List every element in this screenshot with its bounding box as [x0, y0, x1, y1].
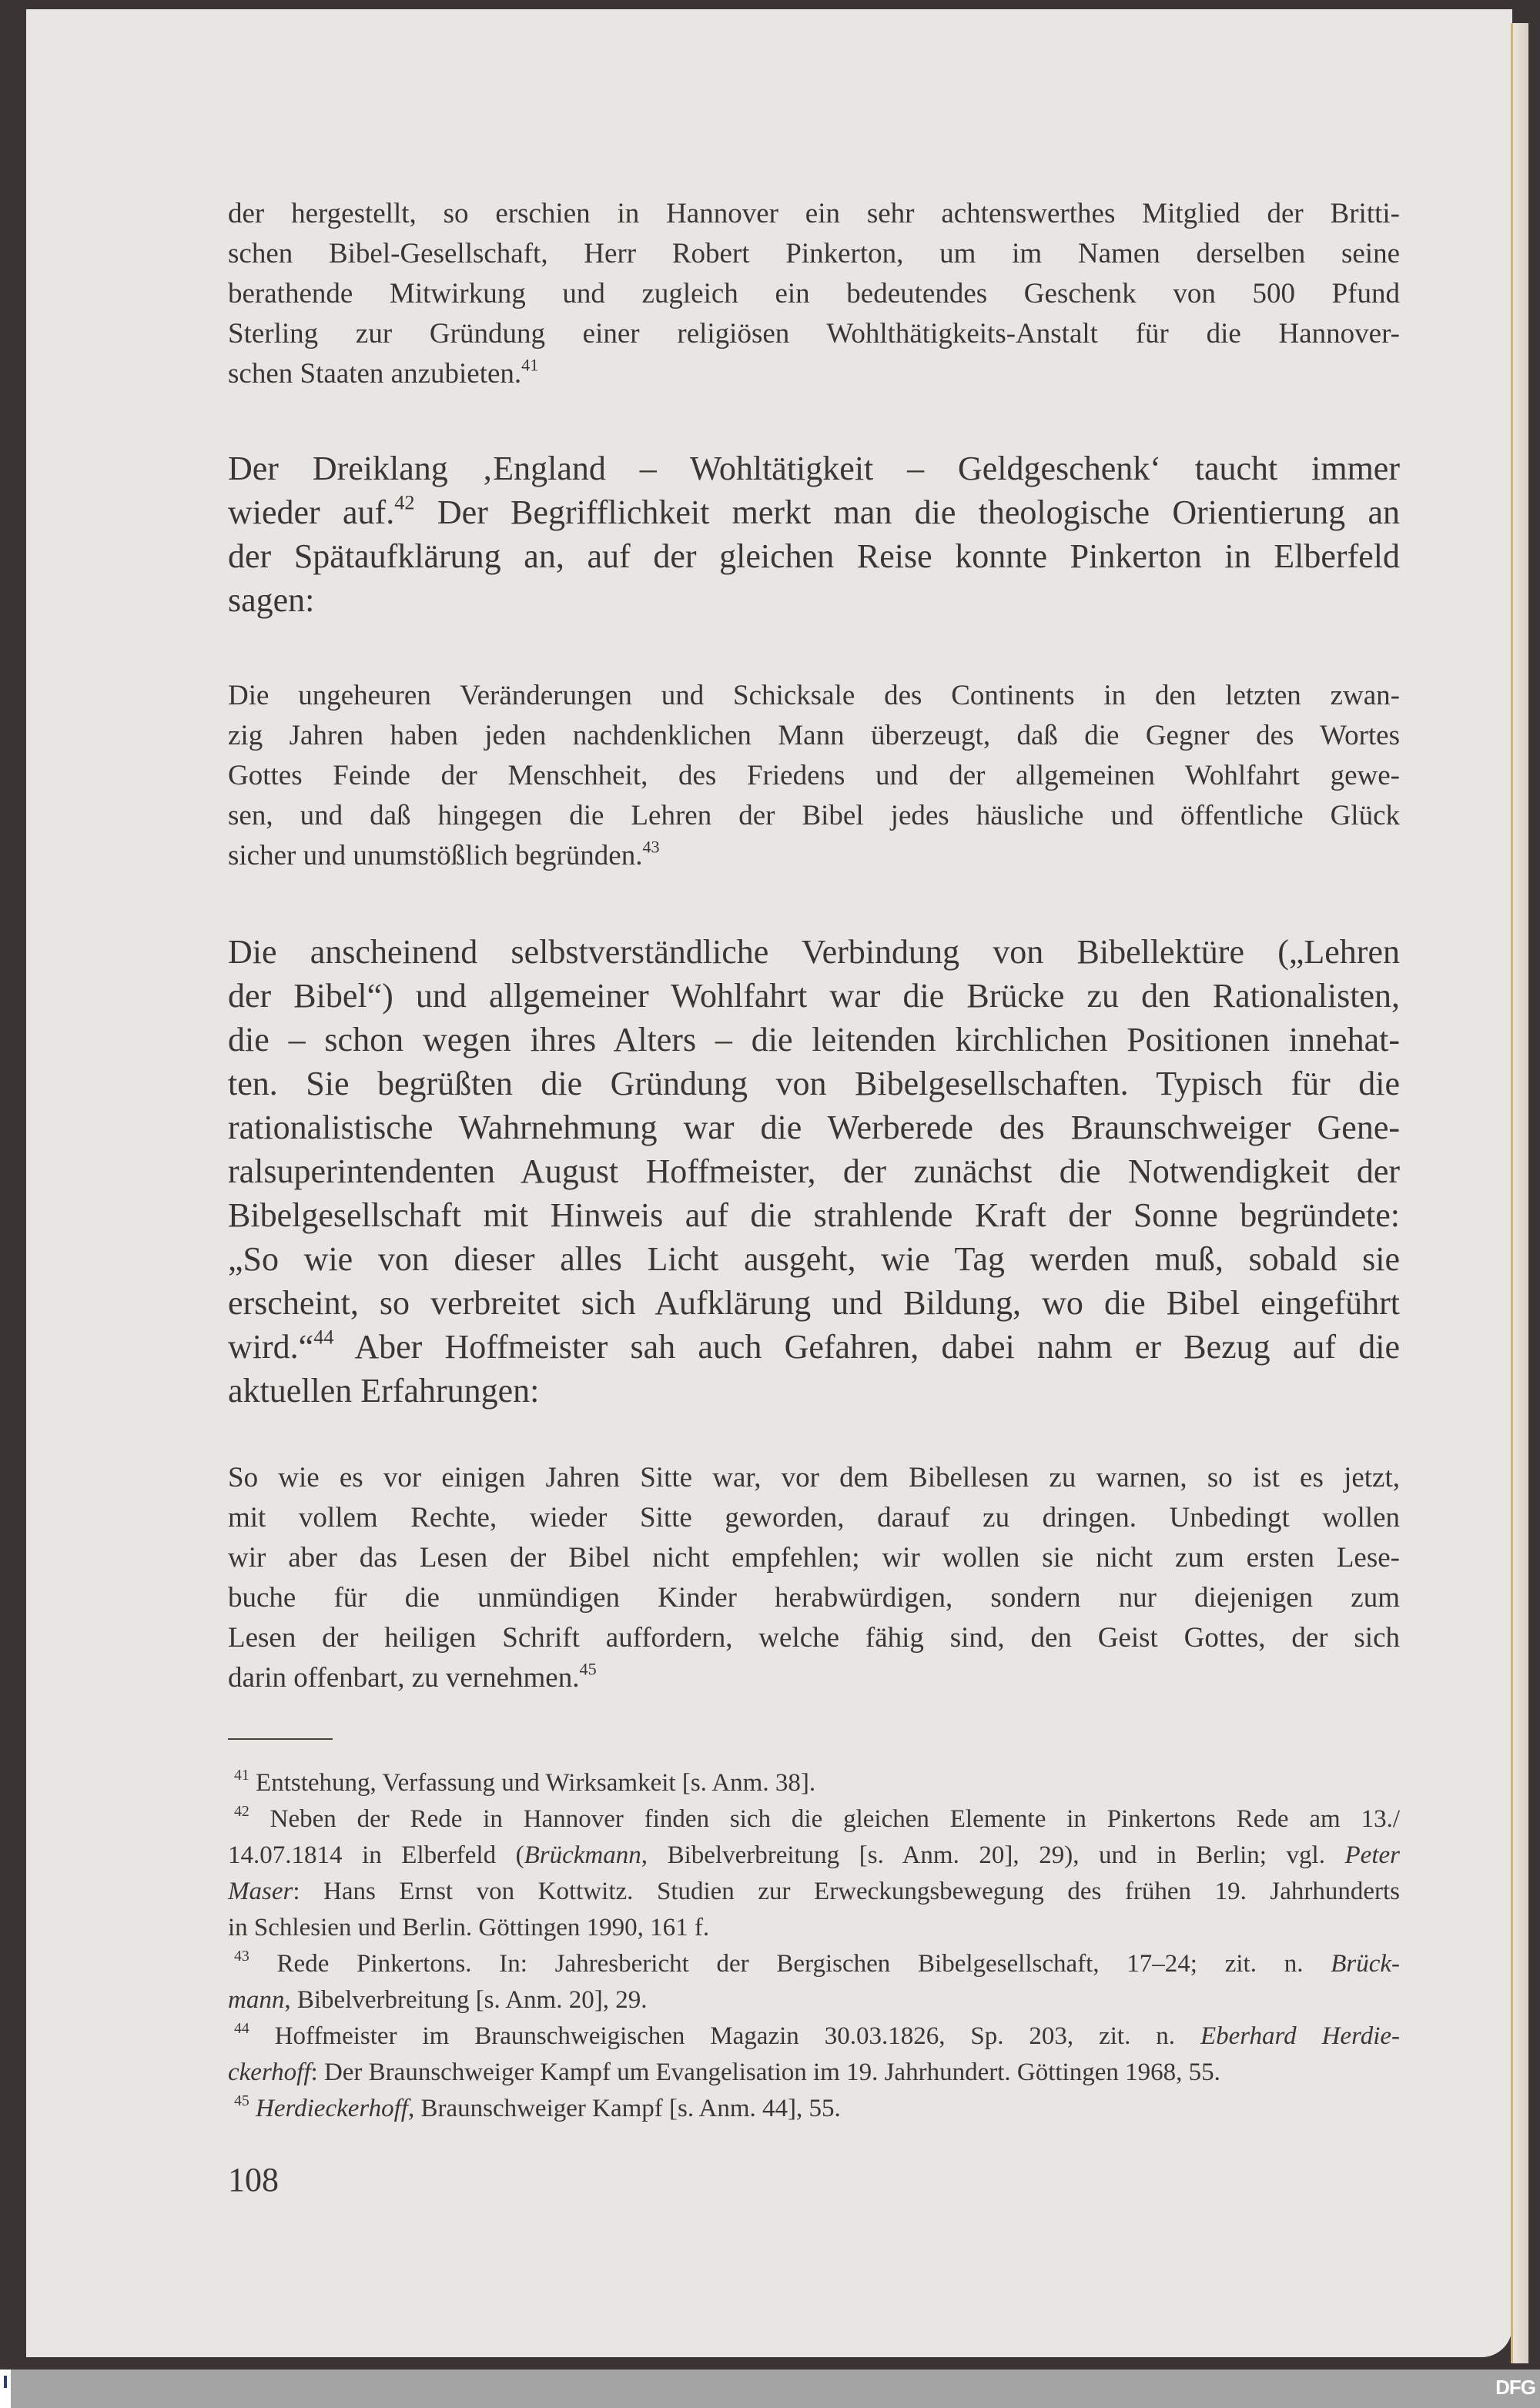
- text-run: aktuellen Erfahrungen:: [228, 1372, 540, 1410]
- text-run: Lesen der heiligen Schrift auffordern, welche fähig sind, den Geist Gottes, der sich: [228, 1622, 1400, 1654]
- page-number: 108: [228, 2161, 279, 2199]
- text-line: [228, 1946, 1400, 1982]
- text-line: [228, 446, 1400, 490]
- text-run: Herdieckerhoff: [256, 2095, 408, 2122]
- footnote: [228, 1765, 1400, 1801]
- paragraph: [228, 930, 1400, 1413]
- text-run: die – schon wegen ihres Alters – die leitenden kirchlichen Positionen innehat-: [228, 1021, 1400, 1059]
- text-run: mann: [228, 1986, 285, 2014]
- text-line: [228, 756, 1400, 796]
- text-line: [228, 1281, 1400, 1325]
- footnotes: [228, 1765, 1400, 2127]
- text-line: [228, 314, 1400, 354]
- text-run: Neben der Rede in Hannover finden sich die gleichen Elemente in Pinkertons Rede am 13./: [249, 1805, 1400, 1833]
- text-run: , Bibelverbreitung [s. Anm. 20], 29.: [284, 1986, 648, 2014]
- text-run: sicher und unumstößlich begründen.: [228, 840, 643, 871]
- text-line: [228, 2055, 1400, 2091]
- library-logo-icon[interactable]: [0, 2370, 11, 2408]
- text-line: [228, 1105, 1400, 1149]
- text-line: [228, 1538, 1400, 1578]
- text-line: [228, 676, 1400, 716]
- text-run: erscheint, so verbreitet sich Aufklärung und Bildung, wo die Bibel eingeführt: [228, 1284, 1400, 1322]
- footnote-marker[interactable]: 41: [521, 355, 539, 375]
- text-run: : Hans Ernst von Kottwitz. Studien zur Erweckungsbewegung des frühen 19. Jahrhunderts: [293, 1878, 1400, 1905]
- text-run: Brück-: [1331, 1950, 1400, 1978]
- text-run: Brückmann: [524, 1841, 641, 1869]
- text-run: Gottes Feinde der Menschheit, des Friedens und der allgemeinen Wohlfahrt gewe-: [228, 760, 1400, 791]
- text-run: [249, 2095, 256, 2122]
- text-run: buche für die unmündigen Kinder herabwürdigen, sondern nur diejenigen zum: [228, 1582, 1400, 1614]
- text-run: Entstehung, Verfassung und Wirksamkeit [s. Anm. 38].: [249, 1769, 816, 1797]
- text-line: [228, 534, 1400, 578]
- footnote: [228, 2018, 1400, 2091]
- footnote: [228, 2091, 1400, 2127]
- text-line: [228, 1325, 1400, 1369]
- text-line: [228, 1237, 1400, 1281]
- text-run: schen Bibel-Gesellschaft, Herr Robert Pinkerton, um im Namen derselben seine: [228, 238, 1400, 269]
- footnote-marker[interactable]: 44: [234, 2020, 249, 2038]
- text-run: schen Staaten anzubieten.: [228, 358, 522, 390]
- text-run: , Bibelverbreitung [s. Anm. 20], 29), und in Berlin; vgl.: [641, 1841, 1345, 1869]
- text-line: [228, 1765, 1400, 1801]
- text-line: [228, 1658, 1400, 1698]
- footnote-marker[interactable]: 45: [579, 1659, 597, 1679]
- text-run: wieder auf.: [228, 493, 395, 531]
- block-quote: [228, 676, 1400, 876]
- footnote: [228, 1946, 1400, 2018]
- text-run: in Schlesien und Berlin. Göttingen 1990, 161 f.: [228, 1914, 710, 1941]
- footnote: [228, 1801, 1400, 1946]
- text-run: rationalistische Wahrnehmung war die Werberede des Braunschweiger Gene-: [228, 1109, 1400, 1146]
- text-run: wird.“: [228, 1328, 314, 1366]
- text-run: mit vollem Rechte, wieder Sitte geworden, darauf zu dringen. Unbedingt wollen: [228, 1502, 1400, 1533]
- text-run: darin offenbart, zu vernehmen.: [228, 1662, 580, 1694]
- text-run: Der Begrifflichkeit merkt man die theologische Orientierung an: [414, 493, 1400, 531]
- text-line: [228, 354, 1400, 394]
- text-run: Eberhard Herdie-: [1200, 2022, 1400, 2050]
- text-run: 14.07.1814 in Elberfeld (: [228, 1841, 524, 1869]
- text-run: : Der Braunschweiger Kampf um Evangelisation im 19. Jahrhundert. Göttingen 1968, 55.: [310, 2059, 1220, 2086]
- footnote-marker[interactable]: 45: [234, 2092, 249, 2110]
- text-run: sen, und daß hingegen die Lehren der Bibel jedes häusliche und öffentliche Glück: [228, 800, 1400, 831]
- text-line: [228, 194, 1400, 234]
- text-line: [228, 974, 1400, 1018]
- text-line: [228, 1193, 1400, 1237]
- text-line: [228, 1578, 1400, 1618]
- text-line: [228, 2018, 1400, 2055]
- text-run: So wie es vor einigen Jahren Sitte war, vor dem Bibellesen zu warnen, so ist es jetzt,: [228, 1462, 1400, 1493]
- text-line: [228, 1458, 1400, 1498]
- text-run: „So wie von dieser alles Licht ausgeht, wie Tag werden muß, sobald sie: [228, 1240, 1400, 1278]
- next-page-edge: [1513, 23, 1528, 2363]
- text-run: Hoffmeister im Braunschweigischen Magazin 30.03.1826, Sp. 203, zit. n.: [249, 2022, 1200, 2050]
- footnote-marker[interactable]: 42: [234, 1803, 249, 1821]
- text-line: [228, 1618, 1400, 1658]
- text-line: [228, 1838, 1400, 1874]
- text-run: Maser: [228, 1878, 293, 1905]
- text-run: Sterling zur Gründung einer religiösen Wohlthätigkeits-Anstalt für die Hannover-: [228, 318, 1400, 349]
- footnote-separator: [228, 1738, 333, 1740]
- text-run: der Spätaufklärung an, auf der gleichen Reise konnte Pinkerton in Elberfeld: [228, 537, 1400, 575]
- text-line: [228, 1874, 1400, 1910]
- text-line: [228, 1982, 1400, 2018]
- text-run: ckerhoff: [228, 2059, 311, 2086]
- text-line: [228, 1910, 1400, 1946]
- text-line: [228, 578, 1400, 622]
- text-line: [228, 1018, 1400, 1062]
- text-run: ralsuperintendenten August Hoffmeister, der zunächst die Notwendigkeit der: [228, 1152, 1400, 1190]
- block-quote: [228, 194, 1400, 394]
- footnote-marker[interactable]: 43: [234, 1948, 249, 1965]
- text-run: zig Jahren haben jeden nachdenklichen Mann überzeugt, daß die Gegner des Wortes: [228, 720, 1400, 751]
- text-line: [228, 1498, 1400, 1538]
- text-line: [228, 2091, 1400, 2127]
- text-line: [228, 274, 1400, 314]
- text-line: [228, 1801, 1400, 1838]
- text-run: Aber Hoffmeister sah auch Gefahren, dabei nahm er Bezug auf die: [333, 1328, 1400, 1366]
- text-run: Rede Pinkertons. In: Jahresbericht der Bergischen Bibelgesellschaft, 17–24; zit. n.: [249, 1950, 1331, 1978]
- text-line: [228, 930, 1400, 974]
- text-run: Die anscheinend selbstverständliche Verbindung von Bibellektüre („Lehren: [228, 933, 1400, 971]
- text-line: [228, 716, 1400, 756]
- footnote-marker[interactable]: 43: [642, 837, 660, 857]
- text-run: der hergestellt, so erschien in Hannover ein sehr achtenswerthes Mitglied der Britti-: [228, 198, 1400, 229]
- text-line: [228, 1149, 1400, 1193]
- text-run: Bibelgesellschaft mit Hinweis auf die strahlende Kraft der Sonne begründete:: [228, 1196, 1400, 1234]
- viewer-bottom-bar: [0, 2370, 1540, 2408]
- text-run: Peter: [1344, 1841, 1400, 1869]
- text-run: der Bibel“) und allgemeiner Wohlfahrt war die Brücke zu den Rationalisten,: [228, 977, 1400, 1015]
- footnote-marker[interactable]: 44: [313, 1325, 334, 1349]
- text-run: ten. Sie begrüßten die Gründung von Bibelgesellschaften. Typisch für die: [228, 1065, 1400, 1102]
- text-line: [228, 796, 1400, 836]
- text-line: [228, 1369, 1400, 1413]
- text-line: [228, 490, 1400, 534]
- text-line: [228, 234, 1400, 274]
- text-line: [228, 1062, 1400, 1105]
- text-run: , Braunschweiger Kampf [s. Anm. 44], 55.: [407, 2095, 841, 2122]
- text-run: Die ungeheuren Veränderungen und Schicksale des Continents in den letzten zwan-: [228, 680, 1400, 711]
- paragraph: [228, 446, 1400, 622]
- footnote-marker[interactable]: 42: [394, 490, 415, 514]
- text-line: [228, 836, 1400, 876]
- text-run: berathende Mitwirkung und zugleich ein bedeutendes Geschenk von 500 Pfund: [228, 278, 1400, 309]
- block-quote: [228, 1458, 1400, 1698]
- text-run: Der Dreiklang ‚England – Wohltätigkeit – Geldgeschenk‘ taucht immer: [228, 450, 1400, 487]
- text-run: sagen:: [228, 581, 315, 619]
- footnote-marker[interactable]: 41: [234, 1767, 249, 1784]
- text-run: wir aber das Lesen der Bibel nicht empfehlen; wir wollen sie nicht zum ersten Lese-: [228, 1542, 1400, 1574]
- dfg-logo[interactable]: DFG: [1495, 2376, 1535, 2399]
